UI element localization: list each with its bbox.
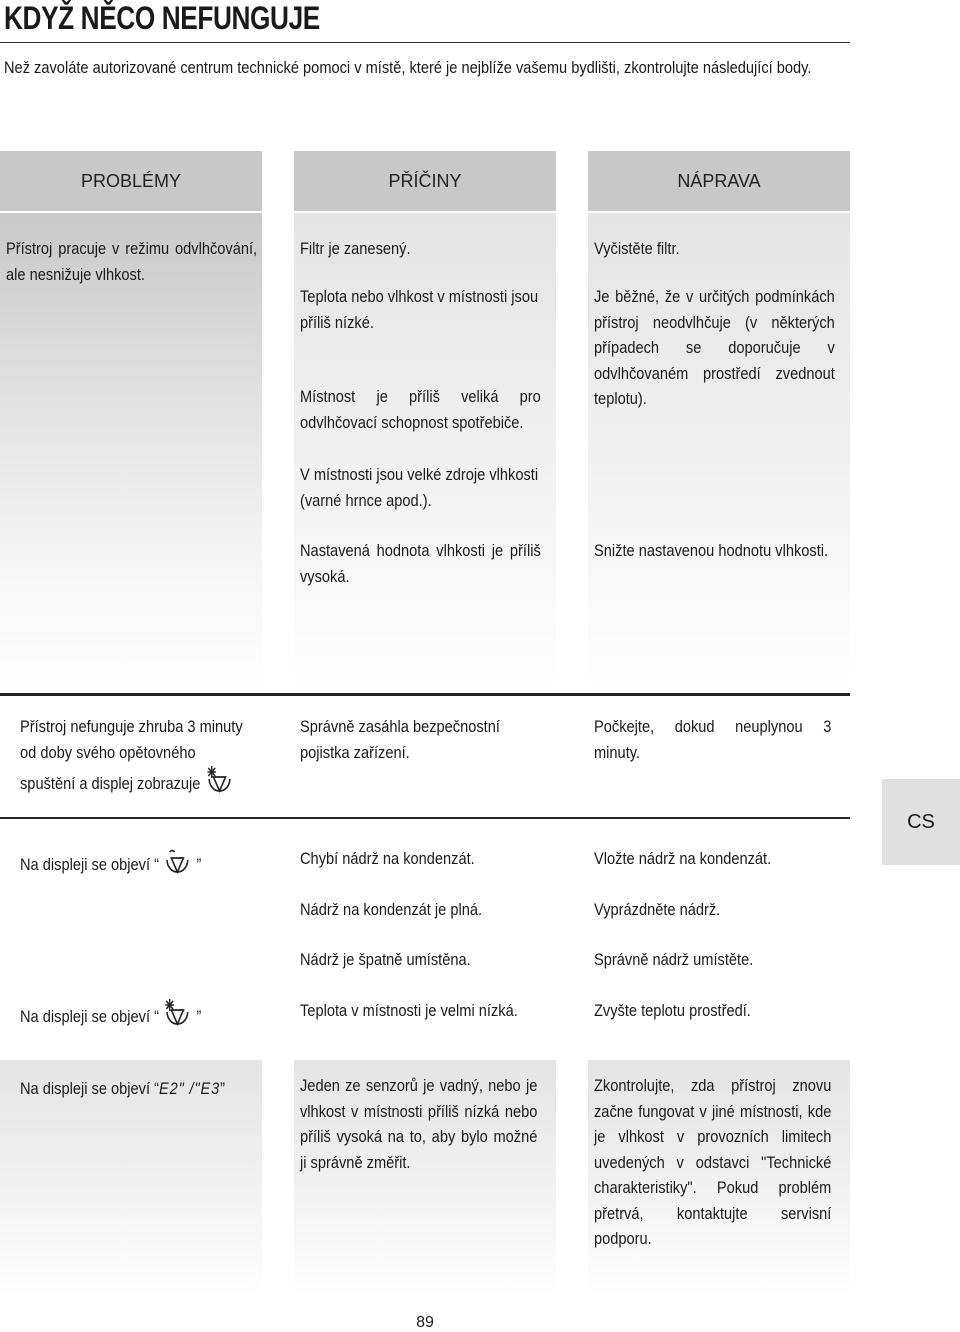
cause-4: Teplota v místnosti je velmi nízká. bbox=[300, 1001, 518, 1020]
cause-5: Jeden ze senzorů je vadný, nebo je vlhkost v místnosti příliš nízká nebo příliš vysoká na to, aby bylo možné ji správně změřit. bbox=[300, 1076, 538, 1172]
remedy-3-1: Vložte nádrž na kondenzát. bbox=[594, 849, 772, 868]
problem-4: Na displeji se objeví “ ” bbox=[20, 998, 250, 1038]
language-tab: CS bbox=[882, 779, 960, 865]
cause-2: Správně zasáhla bezpečnostní pojistka zařízení. bbox=[300, 717, 500, 762]
intro-text: Než zavoláte autorizované centrum technické pomoci v místě, které je nejblíže vašemu bydlišti, zkontrolujte následující body. bbox=[4, 58, 812, 77]
row-divider bbox=[0, 693, 850, 696]
problem-2 bbox=[20, 714, 250, 805]
tank-full-icon bbox=[163, 846, 192, 886]
column-header-remedies: NÁPRAVA bbox=[588, 151, 850, 211]
cause-1-5: Nastavená hodnota vlhkosti je příliš vysoká. bbox=[300, 541, 541, 586]
cause-1-3: Místnost je příliš veliká pro odvlhčovací schopnost spotřebiče. bbox=[300, 387, 541, 432]
problem-5-text: Na displeji se objeví bbox=[20, 1079, 151, 1098]
problem-2-text: Přístroj nefunguje zhruba 3 minuty od doby svého opětovného spuštění a displej zobrazuje bbox=[20, 717, 243, 794]
title-divider bbox=[0, 42, 850, 43]
page-title: KDYŽ NĚCO NEFUNGUJE bbox=[4, 0, 320, 36]
cause-3-2: Nádrž na kondenzát je plná. bbox=[300, 900, 483, 919]
remedy-5: Zkontrolujte, zda přístroj znovu začne fungovat v jiné místnosti, kde je vlhkost v provozních limitech uvedených v odstavci "Technické charakteristiky". Pokud problém přetrvá, kontaktujte servisní podporu. bbox=[594, 1076, 832, 1248]
cause-3-1: Chybí nádrž na kondenzát. bbox=[300, 849, 475, 868]
remedy-1-3: Snižte nastavenou hodnotu vlhkosti. bbox=[594, 541, 829, 560]
cause-1-2: Teplota nebo vlhkost v místnosti jsou příliš nízké. bbox=[300, 287, 539, 332]
remedy-1-2: Je běžné, že v určitých podmínkách přístroj neodvlhčuje (v některých případech se doporučuje v odvlhčovaném prostředí zvednout teplotu). bbox=[594, 287, 835, 408]
problem-3: Na displeji se objeví “ ” bbox=[20, 846, 250, 886]
problem-4-text: Na displeji se objeví bbox=[20, 1007, 151, 1027]
defrost-warning-icon bbox=[163, 998, 192, 1038]
cause-3-3: Nádrž je špatně umístěna. bbox=[300, 950, 471, 969]
remedy-1-1: Vyčistěte filtr. bbox=[594, 239, 680, 258]
column-header-causes: PŘÍČINY bbox=[294, 151, 556, 211]
remedy-4: Zvyšte teplotu prostředí. bbox=[594, 1001, 751, 1020]
problem-5: Na displeji se objeví “E2" /"E3” bbox=[20, 1079, 226, 1098]
error-codes: E2" /"E3 bbox=[158, 1079, 221, 1098]
remedy-2: Počkejte, dokud neuplynou 3 minuty. bbox=[594, 717, 832, 762]
cause-1-4: V místnosti jsou velké zdroje vlhkosti (varné hrnce apod.). bbox=[300, 465, 539, 510]
remedy-3-2: Vyprázdněte nádrž. bbox=[594, 900, 721, 919]
problem-1: Přístroj pracuje v režimu odvlhčování, ale nesnižuje vlhkost. bbox=[6, 239, 258, 284]
defrost-warning-icon bbox=[204, 765, 233, 805]
page-number: 89 bbox=[416, 1314, 434, 1331]
row-divider bbox=[0, 817, 850, 819]
column-header-problems: PROBLÉMY bbox=[0, 151, 262, 211]
cause-1-1: Filtr je zanesený. bbox=[300, 239, 411, 258]
remedy-3-3: Správně nádrž umístěte. bbox=[594, 950, 754, 969]
problem-3-text: Na displeji se objeví bbox=[20, 855, 151, 875]
